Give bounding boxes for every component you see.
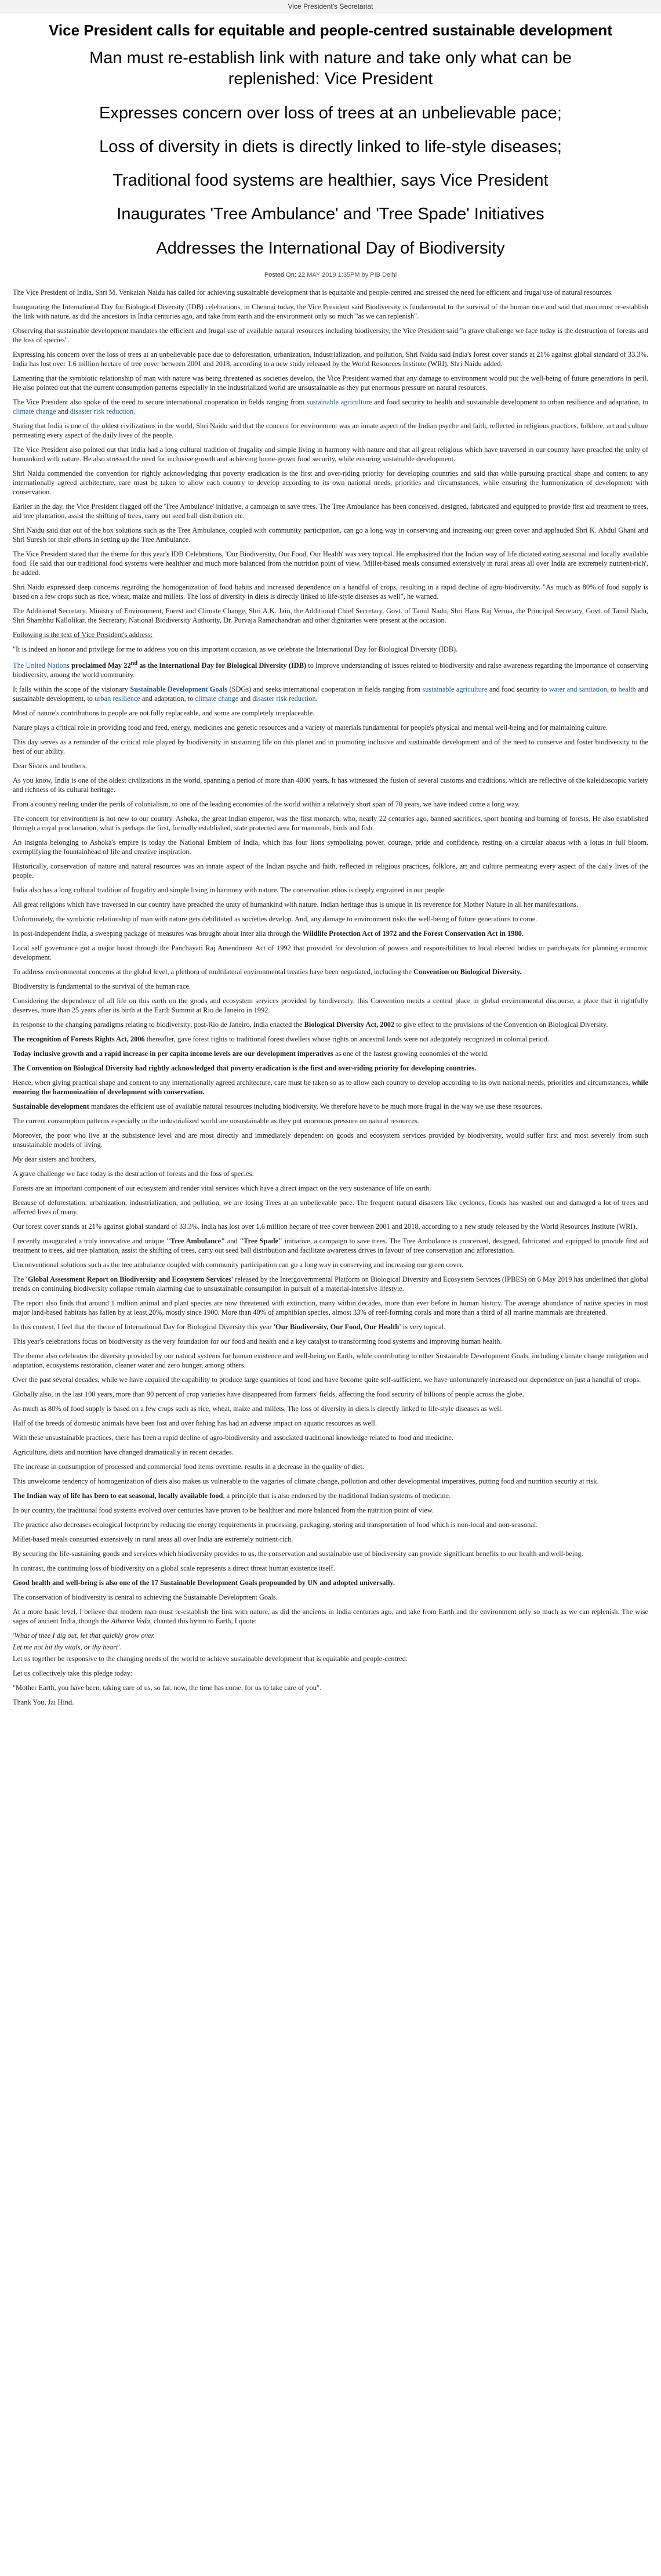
address-intro: Following is the text of Vice President's address: [13, 630, 153, 639]
text: In this context, I feel that the theme of International Day for Biological Diversity this year [13, 1323, 272, 1332]
climate-change-link[interactable]: climate change [195, 694, 239, 703]
text: thereafter, gave forest rights to traditional forest dwellers whose rights on ancestral lands were not adequately recognized in colonial period. [146, 1035, 550, 1044]
text: , a principle that is also endorsed by the traditional Indian systems of medicine. [223, 1492, 451, 1500]
speech-paragraph: All great religions which have traversed in our country have preached the unity of humankind with nature. Indian heritage thus is unique in its reverence for Mother Nature in all her manifestations. [13, 900, 579, 909]
speech-paragraph: Let us together be responsive to the changing needs of the world to achieve sustainable development that is equitable and people-centred. [13, 1655, 408, 1663]
paragraph: Lamenting that the symbiotic relationship of man with nature was being threatened as societies develop, the Vice President warned that any damage to environment would put the well-being of future generations in peril. He also pointed out that the current consumption patterns especially in the industrialized world are unsustainable as they put enormous pressure on natural resources. [13, 374, 648, 392]
speech-paragraph [13, 929, 648, 938]
speech-paragraph [13, 967, 648, 976]
speech-paragraph [13, 1236, 648, 1255]
speech-paragraph: Moreover, the poor who live at the subsistence level and are most directly and immediately dependent on goods and ecosystem services provided by biodiversity, would suffer first and most severely from such unsustainable models of living. [13, 1131, 648, 1149]
sub-headline: Addresses the International Day of Biodiversity [156, 238, 505, 258]
health-link[interactable]: health [618, 685, 636, 694]
text: "Tree Ambulance" [166, 1237, 226, 1246]
text: and food security to health and sustainable development to urban resilience and adaptation, to [374, 397, 648, 406]
text: , chanted this hymn to Earth, I quote: [150, 1617, 257, 1626]
closing-line: Thank You, Jai Hind. [13, 1698, 74, 1707]
paragraph: The Additional Secretary, Ministry of Environment, Forest and Climate Change, Shri A.K. Jain, the Additional Chief Secretary, Govt. of Tamil Nadu, Shri Hans Raj Verma, the Principal Secretary, Govt. of Tamil Nadu, Shri Shambhu Kallolikar, the Secretary, National Biodiversity Authority, Dr. Purvaja Ramachandran and other dignitaries were present at the occasion. [13, 606, 648, 624]
speech-paragraph: The conservation of biodiversity is central to achieving the Sustainable Development Goals. [13, 1593, 278, 1602]
speech-paragraph: A grave challenge we face today is the destruction of forests and the loss of species. [13, 1170, 254, 1178]
text: and [57, 407, 68, 415]
text: The Vice President also spoke of the need to secure international cooperation in fields ranging from [13, 397, 305, 406]
text: and [240, 694, 251, 703]
speech-paragraph: This year's celebrations focus on biodiversity as the very foundation for our food and health and a key catalyst to transforming food systems and improving human health. [13, 1337, 502, 1346]
paragraph: Shri Naidu commended the convention for rightly acknowledging that poverty eradication is the first and over-riding priority for developing countries and said that while pursuing practical shape and content to any internationally agreed architecture, care must be taken to allow each country to develop according to its own national needs, priorities and circumstances, while ensuring the harmonization of development with conservation. [13, 469, 648, 496]
text: Wildlife Protection Act of 1972 and the Forest Conservation Act in 1980. [302, 929, 524, 938]
paragraph: Earlier in the day, the Vice President flagged off the 'Tree Ambulance' initiative, a campaign to save trees. The Tree Ambulance has been conceived, designed, fabricated and equipped to provide first aid treatment to trees, aid tree plantation, assist the shifting of trees, carry out seed ball distribution etc. [13, 502, 648, 520]
ministry-header: Vice President's Secretariat [0, 0, 661, 13]
text: 'Our Biodiversity, Our Food, Our Health' [273, 1323, 401, 1332]
speech-paragraph: Considering the dependence of all life on this earth on the goods and ecosystem services provided by biodiversity, this Convention merits a central place in global environmental discourse, a place that it rightfully deserves, more than 25 years after its birth at the Earth Summit at Rio de Janeiro in 1992. [13, 997, 648, 1015]
speech-paragraph [13, 1578, 648, 1587]
speech-paragraph: Dear Sisters and brothers, [13, 762, 88, 770]
sub-headline: Man must re-establish link with nature and take only what can be replenished: Vice President [89, 49, 572, 89]
united-nations-link[interactable]: The United Nations [13, 661, 70, 670]
paragraph: Expressing his concern over the loss of trees at an unbelievable pace due to deforestation, urbanization, industrialization, and pollution, Shri Naidu said India's forest cover stands at 21% against global standard of 33.3%. India has lost over 1.6 million hectare of tree cover between 2001 and 2018, according to a new study released by the World Resources Institute (WRI), Shri Naidu added. [13, 350, 648, 368]
text: "Tree Spade" [239, 1237, 282, 1246]
speech-paragraph: Agriculture, diets and nutrition have changed dramatically in recent decades. [13, 1448, 234, 1457]
speech-paragraph: As much as 80% of food supply is based on a few crops such as rice, wheat, maize and millets. The loss of diversity in diets is directly linked to life-style diseases as well. [13, 1405, 503, 1413]
speech-paragraph: As you know, India is one of the oldest civilizations in the world, spanning a period of more than 4000 years. It has witnessed the fusion of several customs and traditions, which are reflective of the kaleidoscopic variety and richness of its cultural heritage. [13, 776, 648, 794]
sustainable-agriculture-link[interactable]: sustainable agriculture [306, 397, 372, 406]
sub-headline: Expresses concern over loss of trees at an unbelievable pace; [99, 103, 562, 122]
sub-headline: Inaugurates 'Tree Ambulance' and 'Tree Spade' Initiatives [117, 205, 544, 224]
text: . [315, 694, 318, 703]
speech-paragraph: Because of deforestation, urbanization, industrialization, and pollution, we are losing Trees at an unbelievable pace. The frequent natural disasters like cyclones, floods has washed out and damaged a lot of trees and affected lives of many. [13, 1199, 648, 1217]
speech-paragraph [13, 685, 648, 703]
disaster-risk-reduction-link[interactable]: disaster risk reduction [70, 407, 134, 415]
paragraph: Observing that sustainable development mandates the efficient and frugal use of available natural resources including biodiversity, the Vice President said "a grave challenge we face today is the destruction of forests and the loss of species". [13, 326, 648, 344]
speech-paragraph: The concern for environment is not new to our country. Ashoka, the great Indian emperor, was the first monarch, who, nearly 22 centuries ago, banned sacrifices, sport hunting and burning of forests. He also established through a royal proclamation, what is perhaps the first, formally established, state protected area for mammals, birds and fish. [13, 815, 648, 833]
speech-paragraph: From a country reeling under the perils of colonialism, to one of the leading economies of the world within a relatively short span of 70 years, we have indeed come a long way. [13, 800, 520, 809]
speech-paragraph: The theme also celebrates the diversity provided by our natural systems for human existence and well-being on Earth, while contributing to other Sustainable Development Goals, including climate change mitigation and adaptation, ecosystems restoration, cleaner water and zero hunger, among others. [13, 1352, 648, 1370]
text: to improve understanding of issues related to biodiversity and raise awareness regarding the importance of conserving biodiversity, among the world community. [13, 661, 648, 679]
speech-paragraph: This day serves as a reminder of the critical role played by biodiversity in sustaining life on this planet and in promoting inclusive and sustainable development and of the need to conserve and foster biodiversity to the best of our ability. [13, 738, 648, 756]
text: Atharva Veda [111, 1617, 150, 1626]
paragraph [13, 397, 648, 416]
text: and sustainable development, to [13, 685, 648, 703]
text: To address environmental concerns at the global level, a plethora of multilateral environmental treaties have been negotiated, including the [13, 968, 412, 976]
speech-paragraph [13, 1491, 648, 1500]
speech-paragraph: With these unsustainable practices, there has been a rapid decline of agro-biodiversity and associated traditional knowledge related to food and medicine. [13, 1434, 453, 1442]
speech-paragraph: Millet-based meals consumed extensively in rural areas all over India are extremely nutrient-rich. [13, 1535, 293, 1544]
speech-paragraph [13, 1049, 648, 1058]
text: proclaimed May 22nd as the International Day for Biological Diversity (IDB) [71, 660, 307, 670]
speech-paragraph: Globally also, in the last 100 years, more than 90 percent of crop varieties have disappeared from farmers' fields, affecting the food security of billions of people across the globe. [13, 1390, 524, 1399]
text: Today inclusive growth and a rapid increase in per capita income levels are our development imperatives [13, 1050, 333, 1058]
hymn-line: Let me not hit thy vitals, or thy heart'. [13, 1643, 122, 1652]
speech-paragraph: Unconventional solutions such as the tree ambulance coupled with community participation can go a long way in conserving and increasing our green cover. [13, 1261, 464, 1269]
hymn-line: 'What of thee I dig out, let that quickly grow over. [13, 1631, 155, 1640]
water-and-sanitation-link[interactable]: water and sanitation [549, 685, 607, 694]
text: , to [607, 685, 617, 694]
speech-paragraph: The increase in consumption of processed and commercial food items overtime, results in a decrease in the quality of diet. [13, 1463, 364, 1471]
speech-paragraph [13, 1020, 648, 1029]
text: The Convention on Biological Diversity had rightly acknowledged that poverty eradication is the first and over-riding priority for developing countries. [13, 1064, 477, 1073]
headline-block [13, 13, 648, 259]
urban-resilience-link[interactable]: urban resilience [95, 694, 140, 703]
speech-paragraph: By securing the life-sustaining goods and services which biodiversity provides to us, the conservation and sustainable use of biodiversity can provide significant benefits to our health and well-being. [13, 1550, 583, 1558]
speech-paragraph: Let us collectively take this pledge today: [13, 1669, 133, 1678]
text: The Indian way of life has been to eat seasonal, locally available food [13, 1492, 223, 1500]
speech-paragraph: In contrast, the continuing loss of biodiversity on a global scale represents a direct threat human existence itself. [13, 1564, 335, 1573]
speech-paragraph: This unwelcome tendency of homogenization of diets also makes us vulnerable to the vagaries of climate change, pollution and other developmental imperatives, putting food and nutrition security at risk. [13, 1477, 599, 1486]
speech-paragraph [13, 1275, 648, 1293]
speech-paragraph: Most of nature's contributions to people are not fully replaceable, and some are completely irreplaceable. [13, 709, 315, 718]
text: Hence, when giving practical shape and content to any internationally agreed architecture, care must be taken so as to allow each country to develop according to its own national needs, priorities and circumstances, [13, 1079, 630, 1087]
speech-paragraph [13, 659, 648, 679]
sdgs-link[interactable]: Sustainable Development Goals [130, 685, 228, 694]
speech-paragraph: Nature plays a critical role in providing food and feed, energy, medicines and genetic resources and a variety of materials fundamental for people's physical and mental well-being and for maintaining culture. [13, 723, 608, 732]
speech-paragraph: "Mother Earth, you have been, taking care of us, so far, now, the time has come, for us to take care of you". [13, 1684, 322, 1692]
sub-headline: Loss of diversity in diets is directly linked to life-style diseases; [99, 137, 562, 156]
text: The [13, 1275, 24, 1284]
speech-paragraph: Historically, conservation of nature and natural resources was an innate aspect of the Indian psyche and faith, reflected in religious practices, folklore, art and culture permeating every aspect of the daily lives of the people. [13, 862, 648, 880]
text: Good health and well-being is also one of the 17 Sustainable Development Goals propounded by UN and adopted universally. [13, 1579, 395, 1587]
text: 'Global Assessment Report on Biodiversity and Ecosystem Services' [26, 1275, 234, 1284]
speech-paragraph: "It is indeed an honor and privilege for me to address you on this important occasion, as we celebrate the International Day for Biological Diversity (IDB). [13, 645, 458, 653]
speech-paragraph [13, 1078, 648, 1097]
speech-paragraph: Forests are an important component of our ecosystem and render vital services which have a direct impact on the very sustenance of life on earth. [13, 1184, 431, 1193]
text: and [227, 1237, 238, 1246]
speech-paragraph: In our country, the traditional food systems evolved over centuries have proven to be healthier and more balanced from the nutrition point of view. [13, 1506, 434, 1515]
text: Convention on Biological Diversity. [413, 968, 522, 976]
speech-paragraph: Local self governance got a major boost through the Panchayati Raj Amendment Act of 1992 that provided for devolution of powers and responsibilities to local elected bodies or panchayats for planning economic development. [13, 944, 648, 962]
speech-paragraph: Half of the breeds of domestic animals have been lost and over fishing has had an adverse impact on aquatic resources as well. [13, 1419, 377, 1428]
text: and food security to [489, 685, 547, 694]
text: released by the Intergovernmental Platform on Biological Diversity and Ecosystem Services (IPBES) on 6 May 2019 has underlined that global trends on continuing biodiversity collapse remain alarming due to unsustainable consumption in pursuit of a material-intensive lifestyle. [13, 1275, 648, 1293]
paragraph: Shri Naidu expressed deep concerns regarding the homogenization of food habits and increased dependence on a handful of crops, resulting in a rapid decline of agro-biodiversity. "As much as 80% of food supply is based on a few crops such as rice, wheat, maize and millets. The loss of diversity in diets is directly linked to life-style diseases as well", he warned. [13, 583, 648, 600]
text: as one of the fastest growing economies of the world. [335, 1050, 489, 1058]
text: mandates the efficient use of available natural resources including biodiversity. We therefore have to be much more frugal in the way we use these resources. [90, 1102, 543, 1111]
text: and adaptation, to [142, 694, 194, 703]
paragraph: Stating that India is one of the oldest civilizations in the world, Shri Naidu said that the concern for environment was an innate aspect of the Indian psyche and faith, reflected in religious practices, folklore, art and culture permeating every aspect of the daily lives of the people. [13, 421, 648, 439]
text: It falls within the scope of the visionary [13, 685, 128, 694]
speech-paragraph: Over the past several decades, while we have acquired the capability to produce large quantities of food and have become quite self-sufficient, we have unfortunately increased our dependence on just a handful of crops. [13, 1376, 641, 1384]
paragraph: Shri Naidu said that out of the box solutions such as the Tree Ambulance, coupled with community participation, can go a long way in conserving and increasing our green cover and applauded Shri K. Abdul Ghani and Shri Suresh for their efforts in setting up the Tree Ambulance. [13, 526, 648, 544]
paragraph: The Vice President of India, Shri M. Venkaiah Naidu has called for achieving sustainable development that is equitable and people-centred and stressed the need for efficient and frugal use of natural resources. [13, 288, 613, 296]
sustainable-agriculture-link[interactable]: sustainable agriculture [422, 685, 488, 694]
speech-paragraph [13, 1034, 648, 1044]
text: is very topical. [402, 1323, 446, 1332]
disaster-risk-reduction-link[interactable]: disaster risk reduction [252, 694, 316, 703]
main-headline: Vice President calls for equitable and people-centred sustainable development [49, 21, 612, 39]
text: In response to the changing paradigms relating to biodiversity, post-Rio de Janeiro, India enacted the [13, 1021, 303, 1029]
text: (SDGs) and seeks international cooperation in fields ranging from [229, 685, 421, 694]
text: At a more basic level, I believe that modern man must re-establish the link with nature, as did the ancients in India centuries ago, and take from Earth and the environment only so much as we can replenish. The wise sages of ancient India, though the [13, 1608, 648, 1626]
paragraph: The Vice President also pointed out that India had a long cultural tradition of frugality and simple living in harmony with nature and that all great religious which have traversed in our country have preached the unity of humankind with nature. He also stressed the need for inclusive growth and achieving home-grown food security, while ensuring sustainable development. [13, 445, 648, 463]
posted-on [13, 272, 648, 278]
text: Biological Diversity Act, 2002 [304, 1021, 395, 1029]
speech-paragraph [13, 1322, 648, 1332]
speech-paragraph: The report also finds that around 1 million animal and plant species are now threatened with extinction, many within decades, more than ever before in human history. The average abundance of native species in most major land-based habitats has fallen by at least 20%, mostly since 1900. More than 40% of amphibian species, almost 33% of reef-forming corals and more than a third of all marine mammals are threatened. [13, 1299, 648, 1317]
speech-paragraph: Unfortunately, the symbiotic relationship of man with nature gets debilitated as societies develop. And, any damage to environment risks the well-being of future generations to come. [13, 915, 537, 924]
paragraph: The Vice President stated that the theme for this year's IDB Celebrations, 'Our Biodiversity, Our Food, Our Health' was very topical. He emphasized that the Indian way of life dictated eating seasonal and locally available food. He said that our traditional food systems were healthier and much more balanced from the nutrition point of view. 'Millet-based meals consumed extensively in rural areas all over India are extremely nutrient-rich', he added. [13, 549, 648, 577]
speech-paragraph: The current consumption patterns especially in the industrialized world are unsustainable as they put enormous pressure on natural resources. [13, 1117, 419, 1126]
text: Sustainable development [13, 1102, 89, 1111]
posted-label: Posted On: [264, 271, 296, 278]
speech-paragraph: An insignia belonging to Ashoka's empire is today the National Emblem of India, which has four lions symbolizing power, courage, pride and confidence, resting on a circular abacus with a lotus in full bloom, exemplifying the fountainhead of life and creative inspiration. [13, 838, 648, 856]
speech-paragraph: My dear sisters and brothers, [13, 1155, 96, 1164]
text: to give effect to the provisions of the Convention on Biological Diversity. [396, 1021, 608, 1029]
speech-paragraph [13, 1102, 648, 1111]
speech-paragraph: Our forest cover stands at 21% against global standard of 33.3%. India has lost over 1.6 million hectare of tree cover between 2001 and 2018, according to a new study released by the World Resources Institute (WRI). [13, 1222, 637, 1231]
paragraph: Inaugurating the International Day for Biological Diversity (IDB) celebrations, in Chennai today, the Vice President said Biodiversity is fundamental to the survival of the human race and said that man must re-establish the link with nature, as did the ancestors in India centuries ago, and take from earth and the environment only so much "as we can replenish". [13, 302, 648, 320]
speech-paragraph: Biodiversity is fundamental to the survival of the human race. [13, 982, 191, 991]
speech-paragraph [13, 1607, 648, 1626]
text: I recently inaugurated a truly innovative and unique [13, 1237, 165, 1246]
text: The recognition of Forests Rights Act, 2006 [13, 1035, 145, 1044]
posted-date: 22 MAY 2019 1:35PM by PIB Delhi [297, 271, 397, 278]
text: initiative, a campaign to save trees. The Tree Ambulance is conceived, designed, fabricated and equipped to provide first aid treatment to trees, aid tree plantation, assist the shifting of trees, carry out seed ball distribution and facilitate awareness drives in favour of tree conservation and afforestation. [13, 1237, 648, 1255]
article-body [13, 288, 648, 1707]
speech-paragraph [13, 1063, 648, 1073]
speech-paragraph: The practice also decreases ecological footprint by reducing the energy requirements in processing, packaging, storing and transportation of food which is non-local and non-seasonal. [13, 1521, 538, 1529]
climate-change-link[interactable]: climate change [13, 407, 56, 415]
speech-paragraph: India also has a long cultural tradition of frugality and simple living in harmony with nature. The conservation ethos is deeply engrained in our people. [13, 886, 446, 895]
text: In post-independent India, a sweeping package of measures was brought about inter alia through the [13, 929, 301, 938]
sub-headline: Traditional food systems are healthier, says Vice President [112, 171, 549, 190]
text: . [133, 407, 136, 415]
text: while ensuring the harmonization of development with conservation. [13, 1079, 648, 1097]
